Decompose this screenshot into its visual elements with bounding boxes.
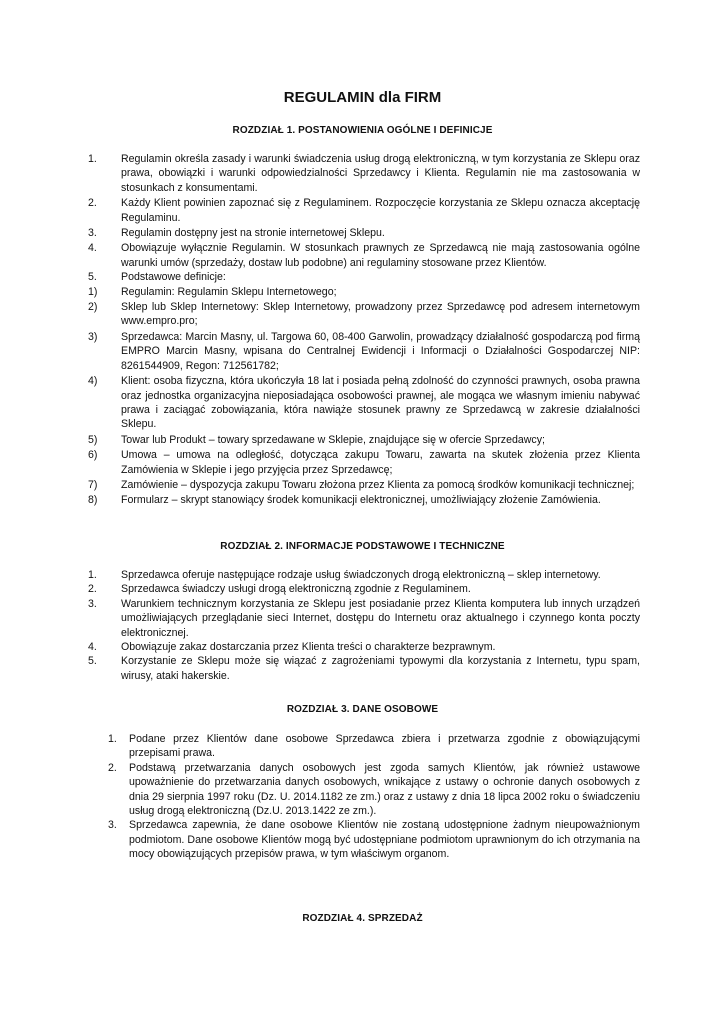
list-item: [88, 448, 640, 477]
item-number: 2.: [88, 583, 97, 596]
item-text: Podane przez Klientów dane osobowe Sprzedawca zbiera i przetwarza zgodnie z obowiązującymi przepisami prawa.: [129, 733, 640, 760]
list-item: [88, 493, 640, 507]
list-item: [88, 597, 640, 640]
chapter-2-heading: ROZDZIAŁ 2. INFORMACJE PODSTAWOWE I TECHNICZNE: [220, 541, 505, 552]
item-number: 1.: [88, 153, 97, 165]
list-item: [88, 241, 640, 270]
chapter-4-heading: ROZDZIAŁ 4. SPRZEDAŻ: [302, 913, 423, 924]
item-number: 3.: [88, 227, 97, 240]
chapter-1-list: [88, 152, 640, 508]
chapter-2-list: [88, 568, 640, 683]
list-item: [88, 654, 640, 683]
item-number: 4): [88, 375, 98, 388]
item-number: 5): [88, 433, 98, 446]
item-number: 5.: [88, 655, 97, 668]
item-number: 2.: [108, 761, 117, 774]
item-text: Korzystanie ze Sklepu może się wiązać z zagrożeniami typowymi dla korzystania z Internetu, typu spam, wirusy, ataki hakerskie.: [121, 655, 640, 682]
item-number: 4.: [88, 242, 97, 255]
item-text: Sprzedawca zapewnia, że dane osobowe Klientów nie zostaną udostępnione żadnym nieupoważnionym podmiotom. Dane osobowe Klientów mogą być udostępniane podmiotom uprawnionym do ich otrzymania na mocy obowiązujących przepisów prawa, w tym właściwym organom.: [129, 819, 640, 861]
item-number: 3.: [108, 819, 117, 832]
list-item: [88, 374, 640, 432]
item-text: Regulamin określa zasady i warunki świadczenia usług drogą elektroniczną, w tym korzystania ze Sklepu oraz prawa, obowiązki i warunki odpowiedzialności Sprzedawcy i Klienta. Regulamin nie ma zastosowania w stosunkach z konsumentami.: [121, 153, 640, 194]
list-item: [108, 818, 640, 861]
item-text: Regulamin dostępny jest na stronie internetowej Sklepu.: [121, 227, 385, 240]
item-text: Każdy Klient powinien zapoznać się z Regulaminem. Rozpoczęcie korzystania ze Sklepu oznacza akceptację Regulaminu.: [121, 197, 640, 224]
item-text: Klient: osoba fizyczna, która ukończyła 18 lat i posiada pełną zdolność do czynności prawnych, osoba prawna oraz jednostka organizacyjna nieposiadająca osobowości prawnej, ale mogąca we własnym imieniu nabywać prawa i zaciągać zobowiązania, która nawiąże stosunek prawny ze Sprzedawcą w zakresie działalności Sklepu.: [121, 375, 640, 431]
item-text: Podstawą przetwarzania danych osobowych jest zgoda samych Klientów, jak również ustawowe upoważnienie do przetwarzania danych osobowych, wnikające z ustawy o ochronie danych osobowych z dnia 29 sierpnia 1997 roku (Dz. U. 2014.1182 ze zm.) oraz z ustawy z dnia 18 lipca 2002 roku o świadczeniu usług drogą elektroniczną (Dz.U. 2013.1422 ze zm.).: [129, 761, 640, 818]
list-item: [88, 568, 640, 582]
document-title: REGULAMIN dla FIRM: [283, 89, 442, 106]
item-text: Sklep lub Sklep Internetowy: Sklep Internetowy, prowadzony przez Sprzedawcę pod adresem internetowym www.empro.pro;: [121, 301, 640, 328]
list-item: [88, 196, 640, 225]
list-item: [108, 732, 640, 761]
list-item: [88, 478, 640, 492]
item-text: Podstawowe definicje:: [121, 271, 226, 284]
item-number: 3): [88, 330, 98, 343]
item-number: 1): [88, 285, 98, 298]
item-number: 2.: [88, 197, 97, 210]
list-item: [88, 433, 640, 447]
item-text: Zamówienie – dyspozycja zakupu Towaru złożona przez Klienta za pomocą środków komunikacji technicznej;: [121, 478, 635, 491]
list-item: [88, 582, 640, 596]
list-item: [88, 285, 640, 299]
chapter-1-heading: ROZDZIAŁ 1. POSTANOWIENIA OGÓLNE I DEFINICJE: [232, 125, 493, 136]
list-item: [108, 761, 640, 819]
list-item: [88, 270, 640, 284]
item-number: 2): [88, 301, 98, 314]
list-item: [88, 300, 640, 329]
item-number: 1.: [108, 733, 117, 745]
item-text: Towar lub Produkt – towary sprzedawane w Sklepie, znajdujące się w ofercie Sprzedawcy;: [121, 433, 545, 446]
list-item: [88, 640, 640, 654]
item-text: Formularz – skrypt stanowiący środek komunikacji elektronicznej, umożliwiający złożenie Zamówienia.: [121, 494, 601, 507]
list-item: [88, 330, 640, 373]
item-text: Obowiązuje zakaz dostarczania przez Klienta treści o charakterze bezprawnym.: [121, 641, 496, 654]
item-number: 7): [88, 478, 98, 491]
item-text: Sprzedawca: Marcin Masny, ul. Targowa 60, 08-400 Garwolin, prowadzący działalność gospodarczą pod firmą EMPRO Marcin Masny, wpisana do Centralnej Ewidencji i Informacji o Działalności Gospodarczej NIP: 8261544909, Regon: 712561782;: [121, 330, 640, 372]
item-number: 8): [88, 494, 98, 507]
item-number: 1.: [88, 569, 97, 581]
item-text: Regulamin: Regulamin Sklepu Internetowego;: [121, 285, 337, 298]
list-item: [88, 226, 640, 240]
item-number: 3.: [88, 597, 97, 610]
item-text: Obowiązuje wyłącznie Regulamin. W stosunkach prawnych ze Sprzedawcą nie mają zastosowania ogólne warunki umów (sprzedaży, dostaw lub podobne) ani regulaminy stosowane przez Klientów.: [121, 242, 640, 269]
item-text: Umowa – umowa na odległość, dotycząca zakupu Towaru, zawarta na skutek złożenia przez Klienta Zamówienia w Sklepie i jego przyjęcia przez Sprzedawcę;: [121, 449, 640, 476]
item-text: Warunkiem technicznym korzystania ze Sklepu jest posiadanie przez Klienta komputera lub innych urządzeń umożliwiających przeglądanie sieci Internet, dostępu do Internetu oraz aktualnego i czynnego konta poczty elektronicznej.: [121, 597, 640, 639]
item-number: 4.: [88, 641, 97, 654]
item-text: Sprzedawca świadczy usługi drogą elektroniczną zgodnie z Regulaminem.: [121, 583, 471, 596]
item-number: 6): [88, 449, 98, 462]
chapter-3-list: [108, 732, 640, 862]
item-number: 5.: [88, 271, 97, 284]
list-item: [88, 152, 640, 195]
chapter-3-heading: ROZDZIAŁ 3. DANE OSOBOWE: [286, 704, 439, 715]
item-text: Sprzedawca oferuje następujące rodzaje usług świadczonych drogą elektroniczną – sklep internetowy.: [121, 569, 601, 581]
